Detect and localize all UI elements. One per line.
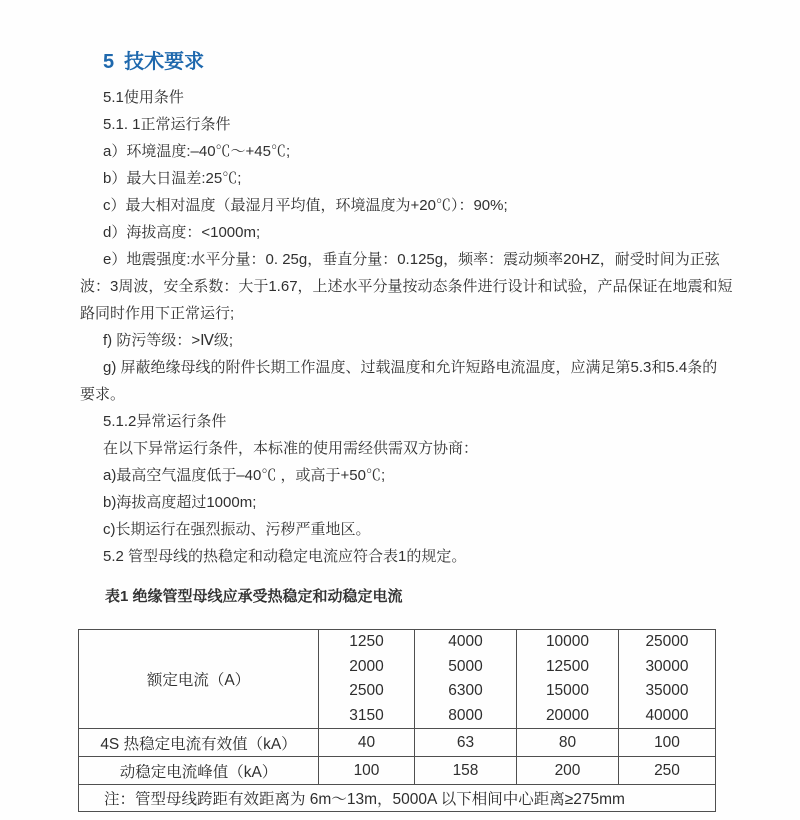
text-line: b)海拔高度超过1000m; [103, 494, 257, 511]
table-caption: 表1 绝缘管型母线应承受热稳定和动稳定电流 [105, 588, 403, 605]
text-line: a）环境温度:–40℃～+45℃; [103, 143, 291, 160]
table-row-dynamic [79, 757, 716, 785]
rated-value: 10000 [545, 633, 590, 650]
rated-value: 35000 [645, 682, 689, 699]
thermal-value: 40 [319, 729, 415, 757]
dynamic-current-label: 动稳定电流峰值（kA） [79, 757, 319, 785]
rated-value: 6300 [448, 682, 483, 699]
table1-rated-currents [78, 629, 716, 812]
text-line: 路同时作用下正常运行; [80, 305, 235, 322]
text-line: f) 防污等级：>Ⅳ级; [103, 332, 234, 349]
dynamic-value: 250 [619, 757, 716, 785]
text-line: c)长期运行在强烈振动、污秽严重地区。 [103, 521, 371, 538]
text-line: 要求。 [80, 386, 126, 403]
rated-value: 15000 [545, 682, 590, 699]
rated-value: 3150 [349, 706, 384, 724]
text-line: 5.1.2异常运行条件 [103, 413, 227, 430]
thermal-value: 80 [517, 729, 619, 757]
text-line: 5.1. 1正常运行条件 [103, 116, 231, 133]
rated-value: 40000 [645, 706, 689, 724]
section-number: 5 [103, 51, 115, 73]
rated-current-col3 [517, 630, 619, 729]
thermal-current-label: 4S 热稳定电流有效值（kA） [79, 729, 319, 757]
rated-current-col1 [319, 630, 415, 729]
table-row-thermal [79, 729, 716, 757]
text-line: 5.1使用条件 [103, 89, 184, 106]
text-line: 在以下异常运行条件，本标准的使用需经供需双方协商： [103, 440, 479, 457]
text-line: a)最高空气温度低于–40℃ ，或高于+50℃; [103, 467, 386, 484]
paragraph-block [78, 84, 733, 570]
table-row [79, 630, 716, 729]
text-line: e）地震强度:水平分量：0. 25g，垂直分量：0.125g，频率：震动频率20HZ，耐受时间为正弦 [103, 251, 720, 268]
text-line: g) 屏蔽绝缘母线的附件长期工作温度、过载温度和允许短路电流温度，应满足第5.3和5.4条的 [103, 359, 718, 376]
body-text [0, 84, 800, 812]
rated-value: 2500 [349, 682, 384, 699]
rated-current-label: 额定电流（A） [79, 630, 319, 729]
dynamic-value: 158 [415, 757, 517, 785]
rated-current-col4 [619, 630, 716, 729]
thermal-value: 100 [619, 729, 716, 757]
rated-value: 25000 [645, 633, 689, 650]
dynamic-value: 200 [517, 757, 619, 785]
thermal-value: 63 [415, 729, 517, 757]
text-line: 波：3周波，安全系数：大于1.67，上述水平分量按动态条件进行设计和试验，产品保证在地震和短 [80, 278, 733, 295]
section-heading [0, 0, 800, 74]
rated-value: 5000 [448, 657, 483, 675]
rated-value: 4000 [448, 633, 483, 650]
rated-value: 1250 [349, 633, 384, 650]
text-line: d）海拔高度：<1000m; [103, 224, 261, 241]
table-row-note [79, 785, 716, 812]
rated-value: 8000 [448, 706, 483, 724]
text-line: b）最大日温差:25℃; [103, 170, 242, 187]
rated-value: 2000 [349, 657, 384, 675]
rated-value: 30000 [645, 657, 689, 675]
text-line: c）最大相对温度（最湿月平均值，环境温度为+20℃）：90%; [103, 197, 508, 214]
rated-value: 12500 [545, 657, 590, 675]
dynamic-value: 100 [319, 757, 415, 785]
rated-value: 20000 [545, 706, 590, 724]
table-note: 注：管型母线跨距有效距离为 6m～13m，5000A 以下相间中心距离≥275mm [79, 785, 716, 812]
text-line: 5.2 管型母线的热稳定和动稳定电流应符合表1的规定。 [103, 548, 467, 565]
section-title: 技术要求 [124, 51, 205, 73]
rated-current-col2 [415, 630, 517, 729]
